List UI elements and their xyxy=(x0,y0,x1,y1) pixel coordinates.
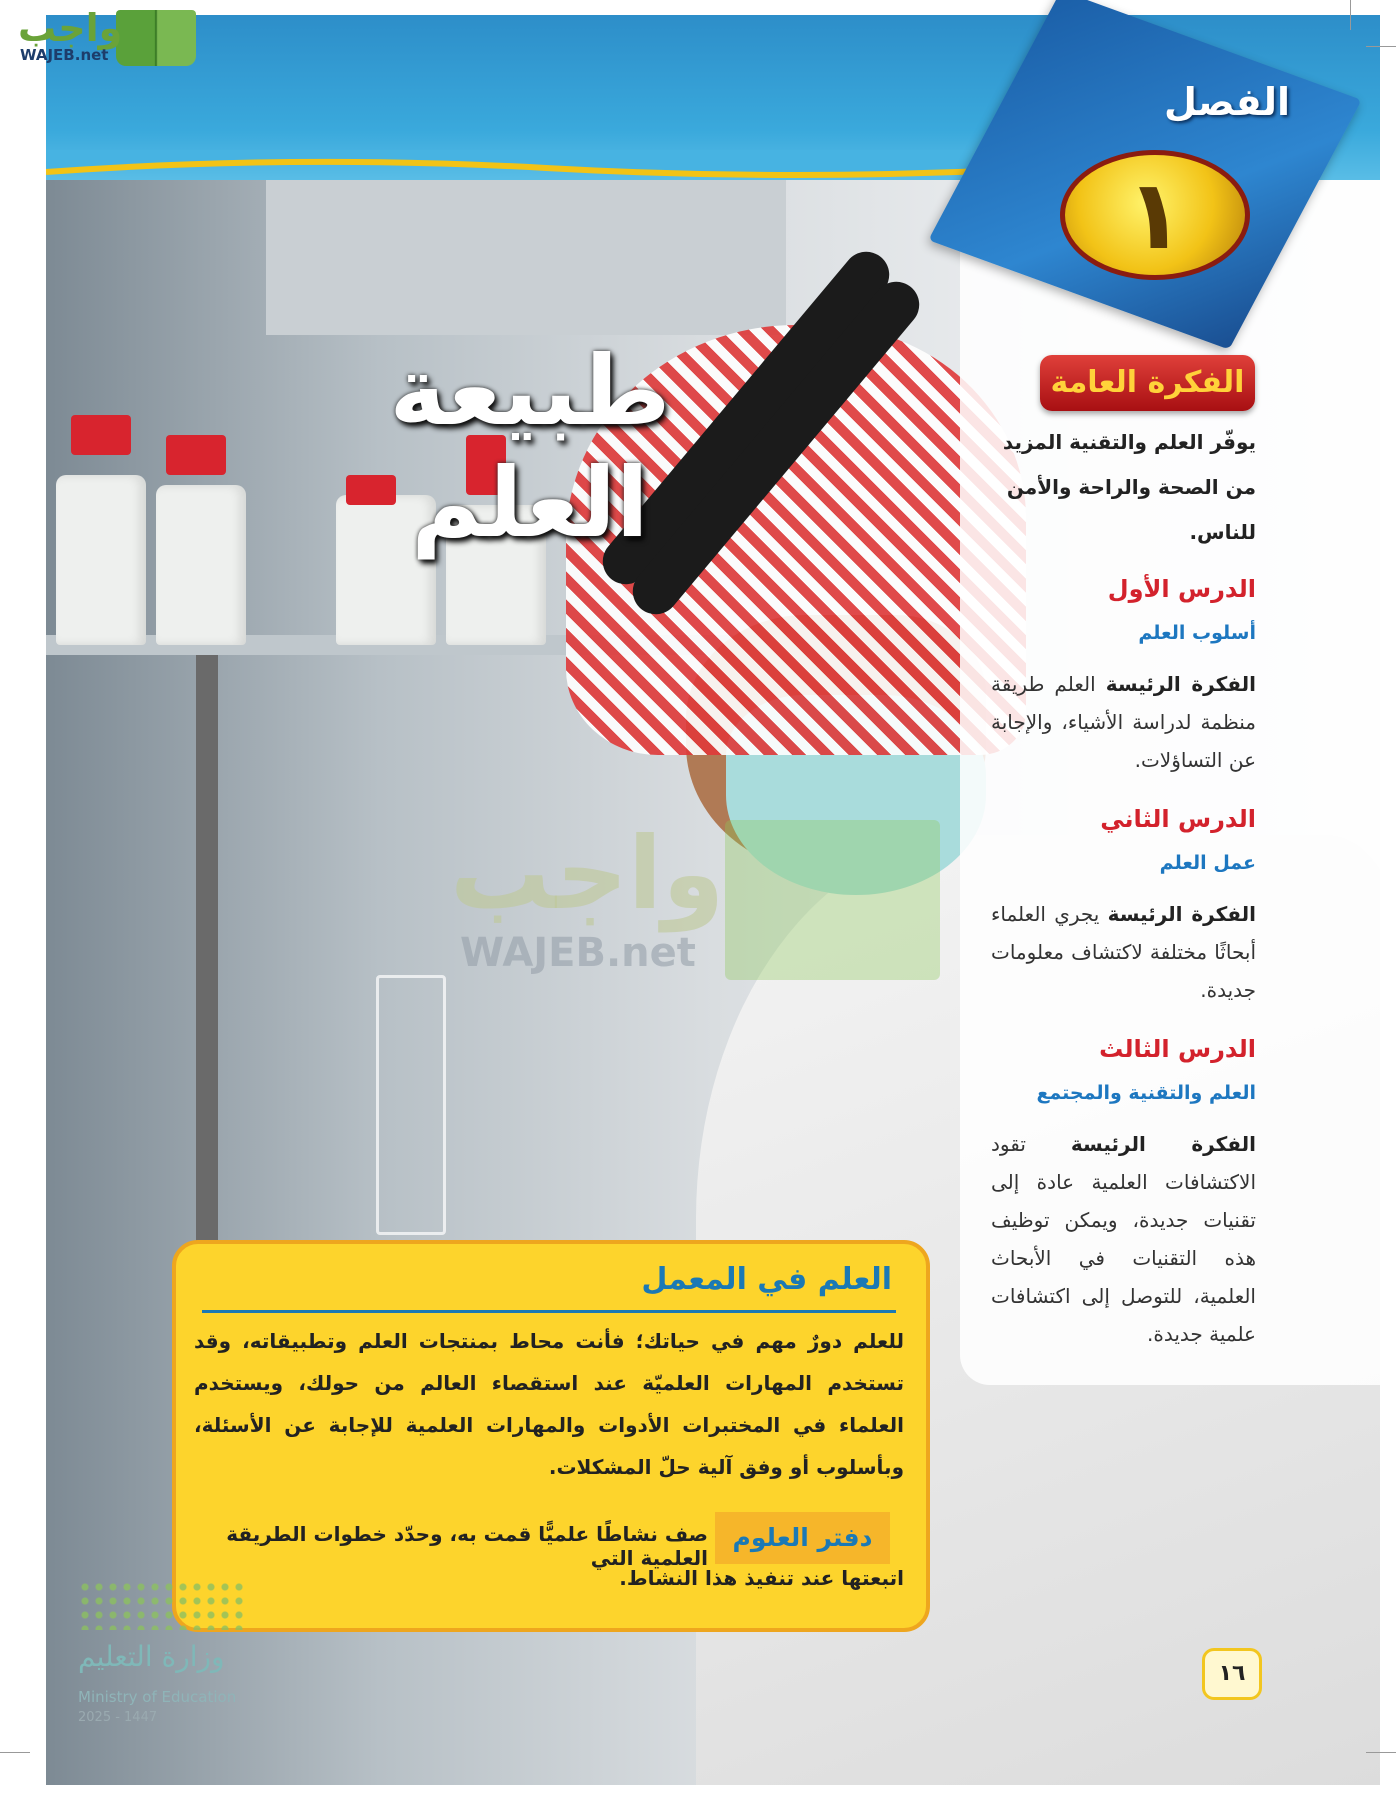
big-idea-text: يوفّر العلم والتقنية المزيد من الصحة والراحة والأمن للناس. xyxy=(1002,430,1256,544)
header-wave-decoration xyxy=(46,150,1046,190)
watermark-arabic: واجب xyxy=(450,815,725,932)
book-icon xyxy=(116,10,196,66)
lesson-1-main-idea xyxy=(991,665,1256,779)
ministry-name-arabic: وزارة التعليم xyxy=(78,1640,225,1673)
ministry-year: 2025 - 1447 xyxy=(78,1710,158,1725)
main-idea-label: الفكرة الرئيسة xyxy=(1107,902,1256,926)
watermark-latin: WAJEB.net xyxy=(460,930,696,976)
ministry-logo-dots-icon xyxy=(78,1580,248,1630)
lesson-2-main-idea xyxy=(991,895,1256,1009)
crop-mark xyxy=(1350,0,1351,30)
crop-mark xyxy=(0,1752,30,1753)
logo-latin: WAJEB.net xyxy=(20,46,109,64)
science-box-title: العلم في المعمل xyxy=(641,1262,892,1297)
page-number: ١٦ xyxy=(1202,1648,1262,1700)
main-idea-text: تقود الاكتشافات العلمية عادة إلى تقنيات جديدة، ويمكن توظيف هذه التقنيات في الأبحاث العلمية، للتوصل إلى اكتشافات علمية جديدة. xyxy=(991,1132,1256,1346)
ministry-name-english: Ministry of Education xyxy=(78,1688,237,1706)
crop-mark xyxy=(1366,46,1396,47)
lesson-3-title[interactable]: العلم والتقنية والمجتمع xyxy=(1036,1082,1256,1104)
logo-arabic: واجب xyxy=(18,6,123,50)
chapter-label: الفصل xyxy=(1163,80,1290,124)
science-box-body: للعلم دورٌ مهم في حياتك؛ فأنت محاط بمنتجات العلم وتطبيقاته، وقد تستخدم المهارات العلميّة عند استقصاء العالم من حولك، ويستخدم العلماء في المختبرات الأدوات والمهارات العلمية للإجابة عن الأسئلة، وبأسلوب أو وفق آلية حلّ المشكلات. xyxy=(194,1329,904,1479)
lesson-3-main-idea xyxy=(991,1125,1256,1353)
main-idea-label: الفكرة الرئيسة xyxy=(1070,1132,1256,1156)
divider xyxy=(202,1310,896,1313)
chapter-number: ١ xyxy=(1125,159,1185,271)
science-journal-label: دفتر العلوم xyxy=(715,1512,890,1564)
lesson-2-title[interactable]: عمل العلم xyxy=(1159,852,1256,874)
lesson-3-heading: الدرس الثالث xyxy=(1099,1035,1256,1063)
science-in-lab-box xyxy=(172,1240,930,1632)
science-journal-prompt-cont: اتبعتها عند تنفيذ هذا النشاط. xyxy=(619,1566,904,1590)
watermark-book-icon xyxy=(725,820,940,980)
main-idea-label: الفكرة الرئيسة xyxy=(1105,672,1257,696)
wajeb-logo[interactable] xyxy=(8,4,193,66)
lesson-2-heading: الدرس الثاني xyxy=(1100,805,1256,833)
main-idea-text: يجري العلماء أبحاثًا مختلفة لاكتشاف معلومات جديدة. xyxy=(991,902,1256,1002)
big-idea-badge: الفكرة العامة xyxy=(1040,355,1255,411)
lesson-1-heading: الدرس الأول xyxy=(1107,575,1256,603)
lesson-1-title[interactable]: أسلوب العلم xyxy=(1138,622,1256,644)
crop-mark xyxy=(1366,1752,1396,1753)
science-journal-prompt: صف نشاطًا علميًّا قمت به، وحدّد خطوات الطريقة العلمية التي xyxy=(226,1522,708,1570)
main-idea-text: العلم طريقة منظمة لدراسة الأشياء، والإجابة عن التساؤلات. xyxy=(991,672,1256,772)
page-title: طبيعة العلم xyxy=(389,335,671,559)
